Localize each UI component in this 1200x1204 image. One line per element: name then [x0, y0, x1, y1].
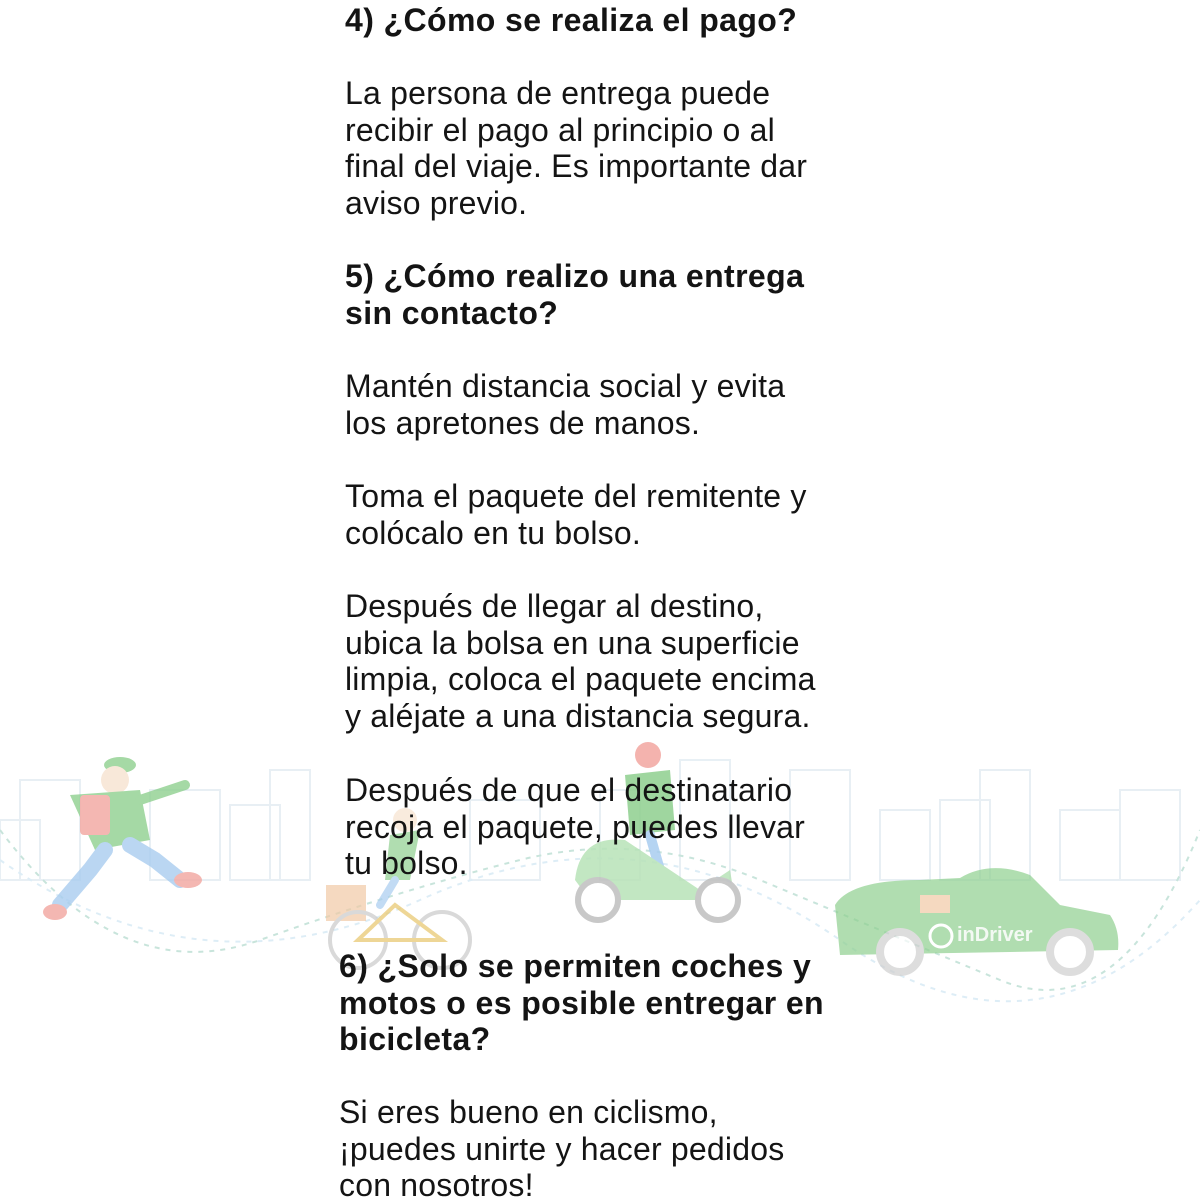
answer-5-paragraph: Toma el paquete del remitente y colócalo en tu bolso. [345, 478, 807, 551]
answer-6: Si eres bueno en ciclismo, ¡puedes unirte y hacer pedidos con nosotros! [339, 1094, 785, 1203]
question-5: 5) ¿Cómo realizo una entrega sin contacto? [345, 258, 805, 331]
question-6: 6) ¿Solo se permiten coches y motos o es posible entregar en bicicleta? [339, 948, 824, 1057]
answer-5-paragraph: Después de llegar al destino, ubica la bolsa en una superficie limpia, coloca el paquete encima y aléjate a una distancia segura. [345, 588, 816, 734]
answer-4: La persona de entrega puede recibir el pago al principio o al final del viaje. Es importante dar aviso previo. [345, 75, 808, 221]
car-brand-label: inDriver [957, 924, 1033, 946]
question-4: 4) ¿Cómo se realiza el pago? [345, 2, 798, 38]
answer-5-paragraph: Después de que el destinatario recoja el paquete, puedes llevar tu bolso. [345, 772, 806, 881]
answer-5-paragraph: Mantén distancia social y evita los apretones de manos. [345, 368, 786, 441]
